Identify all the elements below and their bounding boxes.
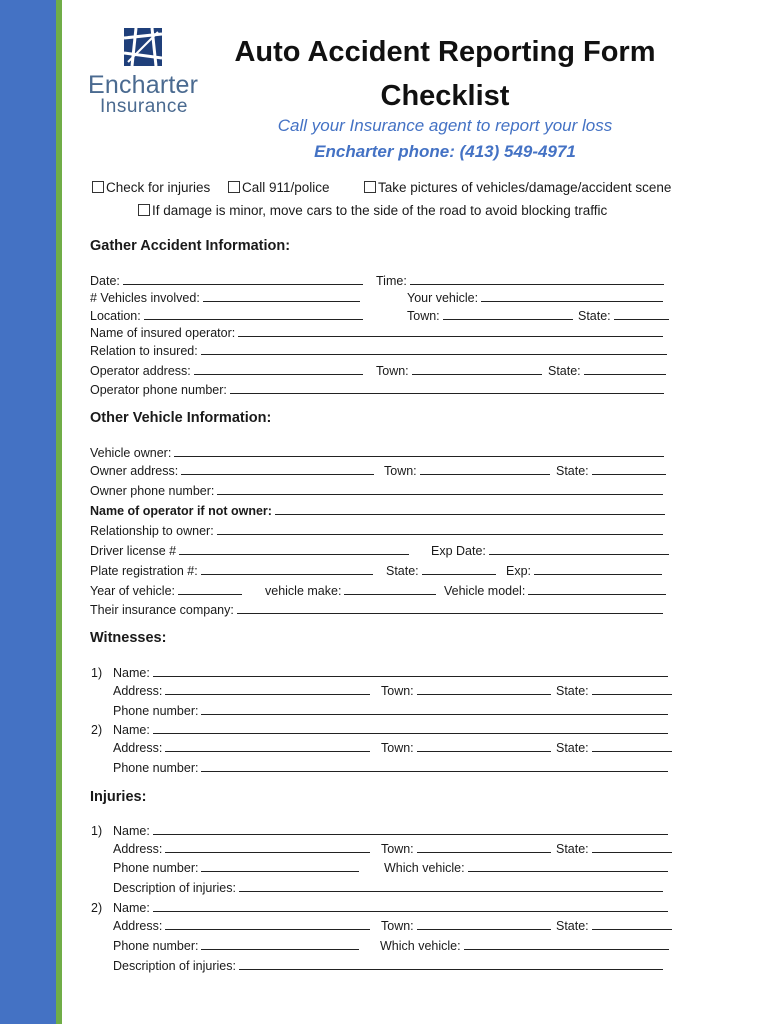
phone-line[interactable] <box>201 860 359 872</box>
left-blue-stripe <box>0 0 56 1024</box>
owner-state-field[interactable] <box>556 463 666 479</box>
driver-license-label: Driver license # <box>90 544 177 558</box>
injury-1-phone-field[interactable] <box>113 860 359 876</box>
address-line[interactable] <box>165 841 370 853</box>
page-title <box>225 30 665 118</box>
witness-1-phone-field[interactable] <box>113 703 668 719</box>
driver-license-line[interactable] <box>179 543 409 555</box>
owner-phone-line[interactable] <box>217 483 663 495</box>
exp-date-label: Exp Date: <box>431 544 486 558</box>
operator-town-field[interactable] <box>376 363 542 379</box>
operator-phone-label: Operator phone number: <box>90 383 227 397</box>
date-line[interactable] <box>123 273 363 285</box>
checklist-pictures[interactable] <box>364 180 671 195</box>
state-label: State: <box>556 464 589 478</box>
relation-field[interactable] <box>90 343 667 359</box>
name-line[interactable] <box>153 900 668 912</box>
name-line[interactable] <box>153 722 668 734</box>
logo-mark-icon <box>124 28 162 66</box>
insured-operator-field[interactable] <box>90 325 663 341</box>
plate-state-field[interactable] <box>386 563 496 579</box>
town-label: Town: <box>384 464 417 478</box>
driver-license-field[interactable] <box>90 543 409 559</box>
state-label: State: <box>578 309 611 323</box>
owner-address-field[interactable] <box>90 463 374 479</box>
vehicle-owner-line[interactable] <box>174 445 664 457</box>
address-label: Address: <box>113 842 163 856</box>
relation-line[interactable] <box>201 343 667 355</box>
checklist-call[interactable] <box>228 180 330 195</box>
address-line[interactable] <box>165 740 370 752</box>
injury-1-name-field[interactable] <box>113 823 668 839</box>
phone-label: Phone number: <box>113 939 199 953</box>
insured-operator-label: Name of insured operator: <box>90 326 236 340</box>
operator-address-line[interactable] <box>194 363 363 375</box>
phone-line[interactable] <box>201 938 359 950</box>
checklist-call-label: Call 911/police <box>242 180 330 195</box>
town-line[interactable] <box>417 683 551 695</box>
left-green-stripe <box>56 0 62 1024</box>
injury-2-number: 2) <box>91 901 103 915</box>
which-vehicle-line[interactable] <box>468 860 668 872</box>
phone-label: Phone number: <box>113 861 199 875</box>
operator-phone-field[interactable] <box>90 382 664 398</box>
location-town-field[interactable] <box>407 308 573 324</box>
state-label: State: <box>548 364 581 378</box>
town-label: Town: <box>376 364 409 378</box>
time-field[interactable] <box>376 273 664 289</box>
witness-1-number: 1) <box>91 666 103 680</box>
exp-date-line[interactable] <box>489 543 669 555</box>
witness-2-state-field[interactable] <box>556 740 672 756</box>
which-vehicle-label: Which vehicle: <box>380 939 461 953</box>
their-insurance-field[interactable] <box>90 602 663 618</box>
vehicles-involved-field[interactable] <box>90 290 360 306</box>
phone-line: Encharter phone: (413) 549-4971 <box>314 142 576 161</box>
state-label: State: <box>556 842 589 856</box>
injury-2-address-field[interactable] <box>113 918 370 934</box>
name-line[interactable] <box>153 665 668 677</box>
their-insurance-line[interactable] <box>237 602 663 614</box>
operator-phone-line[interactable] <box>230 382 664 394</box>
state-line[interactable] <box>592 918 672 930</box>
witness-2-address-field[interactable] <box>113 740 370 756</box>
which-vehicle-label: Which vehicle: <box>384 861 465 875</box>
injury-1-number: 1) <box>91 824 103 838</box>
phone-label: Phone number: <box>113 704 199 718</box>
plate-label: Plate registration #: <box>90 564 198 578</box>
location-state-field[interactable] <box>578 308 669 324</box>
address-label: Address: <box>113 684 163 698</box>
description-line[interactable] <box>239 958 663 970</box>
title-line2: Checklist <box>380 80 510 112</box>
state-label: State: <box>386 564 419 578</box>
owner-town-field[interactable] <box>384 463 550 479</box>
make-line[interactable] <box>344 583 436 595</box>
vehicle-owner-label: Vehicle owner: <box>90 446 172 460</box>
logo-line2: Insurance <box>100 96 188 117</box>
name-line[interactable] <box>153 823 668 835</box>
injury-2-which-vehicle-field[interactable] <box>380 938 669 954</box>
date-label: Date: <box>90 274 120 288</box>
time-line[interactable] <box>410 273 664 285</box>
address-line[interactable] <box>165 918 370 930</box>
witness-2-name-field[interactable] <box>113 722 668 738</box>
injury-2-description-field[interactable] <box>113 958 663 974</box>
state-label: State: <box>556 919 589 933</box>
witness-1-state-field[interactable] <box>556 683 672 699</box>
witness-1-address-field[interactable] <box>113 683 370 699</box>
checkbox-icon[interactable] <box>228 181 240 193</box>
name-label: Name: <box>113 901 150 915</box>
name-label: Name: <box>113 723 150 737</box>
phone-label: Phone number: <box>113 761 199 775</box>
injury-1-state-field[interactable] <box>556 841 672 857</box>
operator-address-label: Operator address: <box>90 364 191 378</box>
which-vehicle-line[interactable] <box>464 938 669 950</box>
vehicles-involved-line[interactable] <box>203 290 360 302</box>
state-label: State: <box>556 741 589 755</box>
description-label: Description of injuries: <box>113 959 236 973</box>
injury-1-town-field[interactable] <box>381 841 551 857</box>
town-line[interactable] <box>412 363 542 375</box>
checkbox-icon[interactable] <box>138 204 150 216</box>
address-line[interactable] <box>165 683 370 695</box>
section-injuries: Injuries: <box>90 789 147 805</box>
plate-field[interactable] <box>90 563 373 579</box>
checklist-injuries-label: Check for injuries <box>106 180 211 195</box>
time-label: Time: <box>376 274 407 288</box>
checklist-minor-label: If damage is minor, move cars to the side of the road to avoid blocking traffic <box>152 203 608 218</box>
town-label: Town: <box>381 741 414 755</box>
town-label: Town: <box>381 842 414 856</box>
witness-2-phone-field[interactable] <box>113 760 668 776</box>
vehicles-involved-label: # Vehicles involved: <box>90 291 200 305</box>
state-line[interactable] <box>592 683 672 695</box>
phone-line[interactable] <box>201 760 668 772</box>
owner-phone-label: Owner phone number: <box>90 484 215 498</box>
injury-1-which-vehicle-field[interactable] <box>384 860 668 876</box>
state-line[interactable] <box>592 740 672 752</box>
name-label: Name: <box>113 824 150 838</box>
checkbox-icon[interactable] <box>92 181 104 193</box>
town-line[interactable] <box>417 841 551 853</box>
state-line[interactable] <box>592 841 672 853</box>
town-line[interactable] <box>417 740 551 752</box>
phone-line[interactable] <box>201 703 668 715</box>
insured-operator-line[interactable] <box>238 325 663 337</box>
town-label: Town: <box>407 309 440 323</box>
injury-2-state-field[interactable] <box>556 918 672 934</box>
injury-2-name-field[interactable] <box>113 900 668 916</box>
description-label: Description of injuries: <box>113 881 236 895</box>
town-line[interactable] <box>420 463 550 475</box>
witness-2-town-field[interactable] <box>381 740 551 756</box>
town-line[interactable] <box>417 918 551 930</box>
witness-1-town-field[interactable] <box>381 683 551 699</box>
state-line[interactable] <box>614 308 669 320</box>
operator-not-owner-field[interactable] <box>90 503 665 519</box>
owner-address-line[interactable] <box>181 463 374 475</box>
town-label: Town: <box>381 919 414 933</box>
encharter-logo <box>88 28 203 116</box>
year-line[interactable] <box>178 583 242 595</box>
their-insurance-label: Their insurance company: <box>90 603 234 617</box>
year-label: Year of vehicle: <box>90 584 176 598</box>
model-line[interactable] <box>528 583 666 595</box>
injury-1-address-field[interactable] <box>113 841 370 857</box>
state-line[interactable] <box>592 463 666 475</box>
model-field[interactable] <box>444 583 666 599</box>
state-line[interactable] <box>422 563 496 575</box>
title-line1: Auto Accident Reporting Form <box>234 36 656 68</box>
section-gather: Gather Accident Information: <box>90 238 291 254</box>
location-label: Location: <box>90 309 141 323</box>
operator-not-owner-line[interactable] <box>275 503 665 515</box>
model-label: Vehicle model: <box>444 584 526 598</box>
checklist-pictures-label: Take pictures of vehicles/damage/accident scene <box>378 180 672 195</box>
address-label: Address: <box>113 741 163 755</box>
license-exp-date-field[interactable] <box>431 543 669 559</box>
your-vehicle-label: Your vehicle: <box>407 291 479 305</box>
injury-1-description-field[interactable] <box>113 880 663 896</box>
operator-not-owner-label: Name of operator if not owner: <box>90 504 272 518</box>
relationship-owner-field[interactable] <box>90 523 663 539</box>
operator-address-field[interactable] <box>90 363 363 379</box>
logo-line1: Encharter <box>88 71 199 99</box>
make-label: vehicle make: <box>265 584 342 598</box>
witness-1-name-field[interactable] <box>113 665 668 681</box>
subtitle: Call your Insurance agent to report your loss <box>277 116 613 135</box>
your-vehicle-line[interactable] <box>481 290 663 302</box>
operator-state-field[interactable] <box>548 363 666 379</box>
relationship-owner-line[interactable] <box>217 523 663 535</box>
exp-label: Exp: <box>506 564 532 578</box>
relationship-owner-label: Relationship to owner: <box>90 524 214 538</box>
owner-address-label: Owner address: <box>90 464 179 478</box>
description-line[interactable] <box>239 880 663 892</box>
checkbox-icon[interactable] <box>364 181 376 193</box>
state-label: State: <box>556 684 589 698</box>
year-field[interactable] <box>90 583 242 599</box>
name-label: Name: <box>113 666 150 680</box>
location-field[interactable] <box>90 308 363 324</box>
town-line[interactable] <box>443 308 573 320</box>
exp-line[interactable] <box>534 563 662 575</box>
vehicle-owner-field[interactable] <box>90 445 664 461</box>
owner-phone-field[interactable] <box>90 483 663 499</box>
checklist-minor[interactable] <box>138 203 607 218</box>
make-field[interactable] <box>265 583 436 599</box>
state-line[interactable] <box>584 363 666 375</box>
relation-label: Relation to insured: <box>90 344 198 358</box>
plate-exp-field[interactable] <box>506 563 662 579</box>
your-vehicle-field[interactable] <box>407 290 663 306</box>
injury-2-phone-field[interactable] <box>113 938 359 954</box>
witness-2-number: 2) <box>91 723 103 737</box>
address-label: Address: <box>113 919 163 933</box>
plate-line[interactable] <box>201 563 373 575</box>
location-line[interactable] <box>144 308 363 320</box>
section-witnesses: Witnesses: <box>90 630 167 646</box>
section-other-vehicle: Other Vehicle Information: <box>90 410 272 426</box>
date-field[interactable] <box>90 273 363 289</box>
injury-2-town-field[interactable] <box>381 918 551 934</box>
checklist-injuries[interactable] <box>92 180 210 195</box>
town-label: Town: <box>381 684 414 698</box>
